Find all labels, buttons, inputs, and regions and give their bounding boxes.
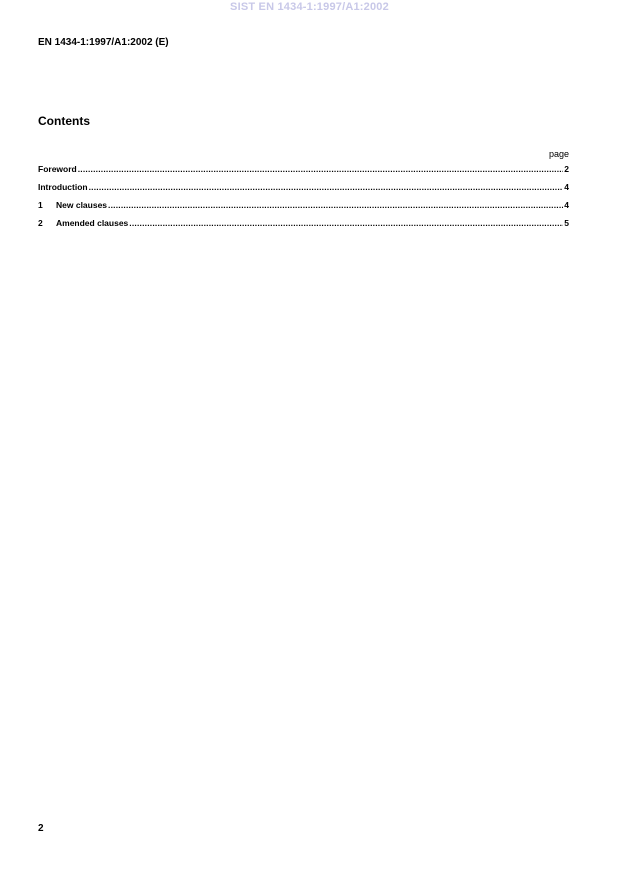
toc-entry-title: New clauses <box>56 200 108 210</box>
toc-entry-page: 4 <box>564 200 569 210</box>
toc-entry-page: 5 <box>564 218 569 228</box>
contents-heading: Contents <box>38 114 90 128</box>
toc-entry-introduction[interactable] <box>38 182 569 200</box>
toc-entry-number: 2 <box>38 218 43 228</box>
toc-entry-title: Foreword <box>38 164 77 174</box>
toc-entry-page: 4 <box>564 182 569 192</box>
toc-entry-new-clauses[interactable] <box>38 200 569 218</box>
toc-entry-foreword[interactable] <box>38 164 569 182</box>
toc-entry-title: Introduction <box>38 182 88 192</box>
table-of-contents <box>38 164 569 236</box>
toc-leader-dots <box>78 164 564 174</box>
toc-entry-number: 1 <box>38 200 43 210</box>
toc-entry-title: Amended clauses <box>56 218 129 228</box>
toc-entry-page: 2 <box>564 164 569 174</box>
toc-leader-dots <box>129 218 563 228</box>
toc-entry-amended-clauses[interactable] <box>38 218 569 236</box>
page-column-label: page <box>548 149 569 159</box>
watermark: SIST EN 1434-1:1997/A1:2002 <box>230 1 389 13</box>
toc-leader-dots <box>108 200 563 210</box>
toc-leader-dots <box>89 182 564 192</box>
page-number: 2 <box>38 823 44 834</box>
document-id-header: EN 1434-1:1997/A1:2002 (E) <box>38 37 169 48</box>
